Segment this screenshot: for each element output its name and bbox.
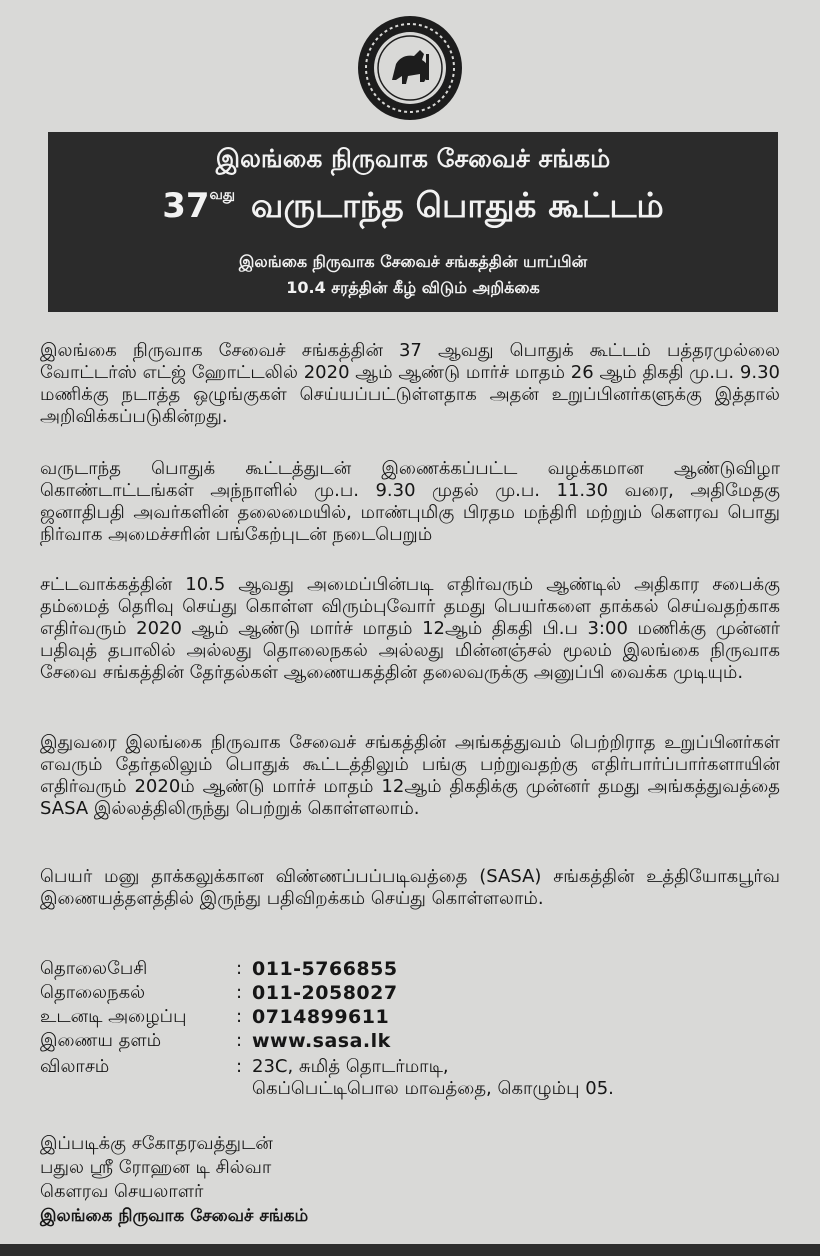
paragraph-nominations: சட்டவாக்கத்தின் 10.5 ஆவது அமைப்பின்படி எதிர்வரும் ஆண்டில் அதிகார சபைக்கு தம்மைத் தெரிவு செய்து கொள்ள விரும்புவோர் தமது பெயர்களை தாக்கல் செய்வதற்காக எதிர்வரும் 2020 ஆம் ஆண்டு மார்ச் மாதம் 12ஆம் திகதி பி.ப 3:00 மணிக்கு முன்னர் பதிவுத் தபாலில் அல்லது தொலைநகல் அல்லது மின்னஞ்சல் மூலம் இலங்கை நிருவாக சேவை சங்கத்தின் தேர்தல்கள் ஆணையகத்தின் தலைவருக்கு அனுப்பி வைக்க முடியும். (40, 574, 780, 683)
hotline-value: 0714899611 (252, 1006, 390, 1028)
address-line-2: கெப்பெட்டிபொல மாவத்தை, கொழும்பு 05. (252, 1078, 614, 1099)
closing: இப்படிக்கு சகோதரவத்துடன் (40, 1133, 273, 1154)
meeting-title (48, 186, 778, 230)
subtitle-line-2: 10.4 சரத்தின் கீழ் விடும் அறிக்கை (286, 278, 540, 297)
meeting-name: வருடாந்த பொதுக் கூட்டம் (250, 186, 664, 226)
web-value: www.sasa.lk (252, 1030, 391, 1052)
contact-row-phone (40, 958, 780, 982)
paragraph-membership: இதுவரை இலங்கை நிருவாக சேவைச் சங்கத்தின் அங்கத்துவம் பெற்றிராத உறுப்பினர்கள் எவரும் தேர்தலிலும் பொதுக் கூட்டத்திலும் பங்கு பற்றுவதற்கு எதிர்பார்ப்பார்களாயின் எதிர்வரும் 2020ம் ஆண்டு மார்ச் மாதம் 12ஆம் திகதிக்கு முன்னர் தமது அங்கத்துவத்தை SASA இல்லத்திலிருந்து பெற்றுக் கொள்ளலாம். (40, 732, 780, 819)
association-title: இலங்கை நிருவாக சேவைச் சங்கம் (215, 144, 611, 173)
separator: : (236, 982, 243, 1003)
phone-value: 011-5766855 (252, 958, 398, 980)
signatory-role: கௌரவ செயலாளர் (40, 1181, 204, 1202)
hotline-label: உடனடி அழைப்பு (40, 1006, 187, 1027)
ordinal-suffix: வது (209, 187, 236, 203)
signature-block (40, 1132, 780, 1228)
address-line-1: 23C, சுமித் தொடர்மாடி, (252, 1056, 449, 1077)
subtitle-line-1: இலங்கை நிருவாக சேவைச் சங்கத்தின் யாப்பின் (238, 252, 588, 271)
paragraph-celebrations: வருடாந்த பொதுக் கூட்டத்துடன் இணைக்கப்பட்ட வழக்கமான ஆண்டுவிழா கொண்டாட்டங்கள் அந்நாளில் மு.ப. 9.30 முதல் மு.ப. 11.30 வரை, அதிமேதகு ஜனாதிபதி அவர்களின் தலைமையில், மாண்புமிகு பிரதம மந்திரி மற்றும் கௌரவ பொது நிர்வாக அமைச்சரின் பங்கேற்புடன் நடைபெறும் (40, 458, 780, 545)
association-seal-icon (356, 14, 464, 122)
fax-label: தொலைநகல் (40, 982, 146, 1003)
separator: : (236, 958, 243, 979)
signatory-name: பதுல ஸ்ரீ ரோஹன டி சில்வா (40, 1157, 272, 1178)
contact-row-hotline (40, 1006, 780, 1030)
paragraph-meeting-announcement: இலங்கை நிருவாக சேவைச் சங்கத்தின் 37 ஆவது பொதுக் கூட்டம் பத்தரமுல்லை வோட்டர்ஸ் எட்ஜ் ஹோட்டலில் 2020 ஆம் ஆண்டு மார்ச் மாதம் 26 ஆம் திகதி மு.ப. 9.30 மணிக்கு நடாத்த ஒழுங்குகள் செய்யப்பட்டுள்ளதாக அதன் உறுப்பினர்களுக்கு இத்தால் அறிவிக்கப்படுகின்றது. (40, 340, 780, 427)
paragraph-application-form: பெயர் மனு தாக்கலுக்கான விண்ணப்பப்படிவத்தை (SASA) சங்கத்தின் உத்தியோகபூர்வ இணையத்தளத்தில் இருந்து பதிவிறக்கம் செய்து கொள்ளலாம். (40, 866, 780, 909)
separator: : (236, 1030, 243, 1051)
separator: : (236, 1006, 243, 1027)
separator: : (236, 1056, 243, 1077)
header-banner (48, 132, 778, 312)
contact-row-address (40, 1056, 780, 1100)
ordinal-number: 37 (162, 186, 210, 226)
web-label: இணைய தளம் (40, 1030, 162, 1051)
address-label: விலாசம் (40, 1056, 110, 1077)
phone-label: தொலைபேசி (40, 958, 148, 979)
contact-row-fax (40, 982, 780, 1006)
contact-details (40, 958, 780, 1100)
contact-row-web (40, 1030, 780, 1054)
address-lines (252, 1056, 614, 1100)
signatory-organization: இலங்கை நிருவாக சேவைச் சங்கம் (40, 1206, 309, 1226)
fax-value: 011-2058027 (252, 982, 398, 1004)
bottom-border (0, 1244, 820, 1256)
